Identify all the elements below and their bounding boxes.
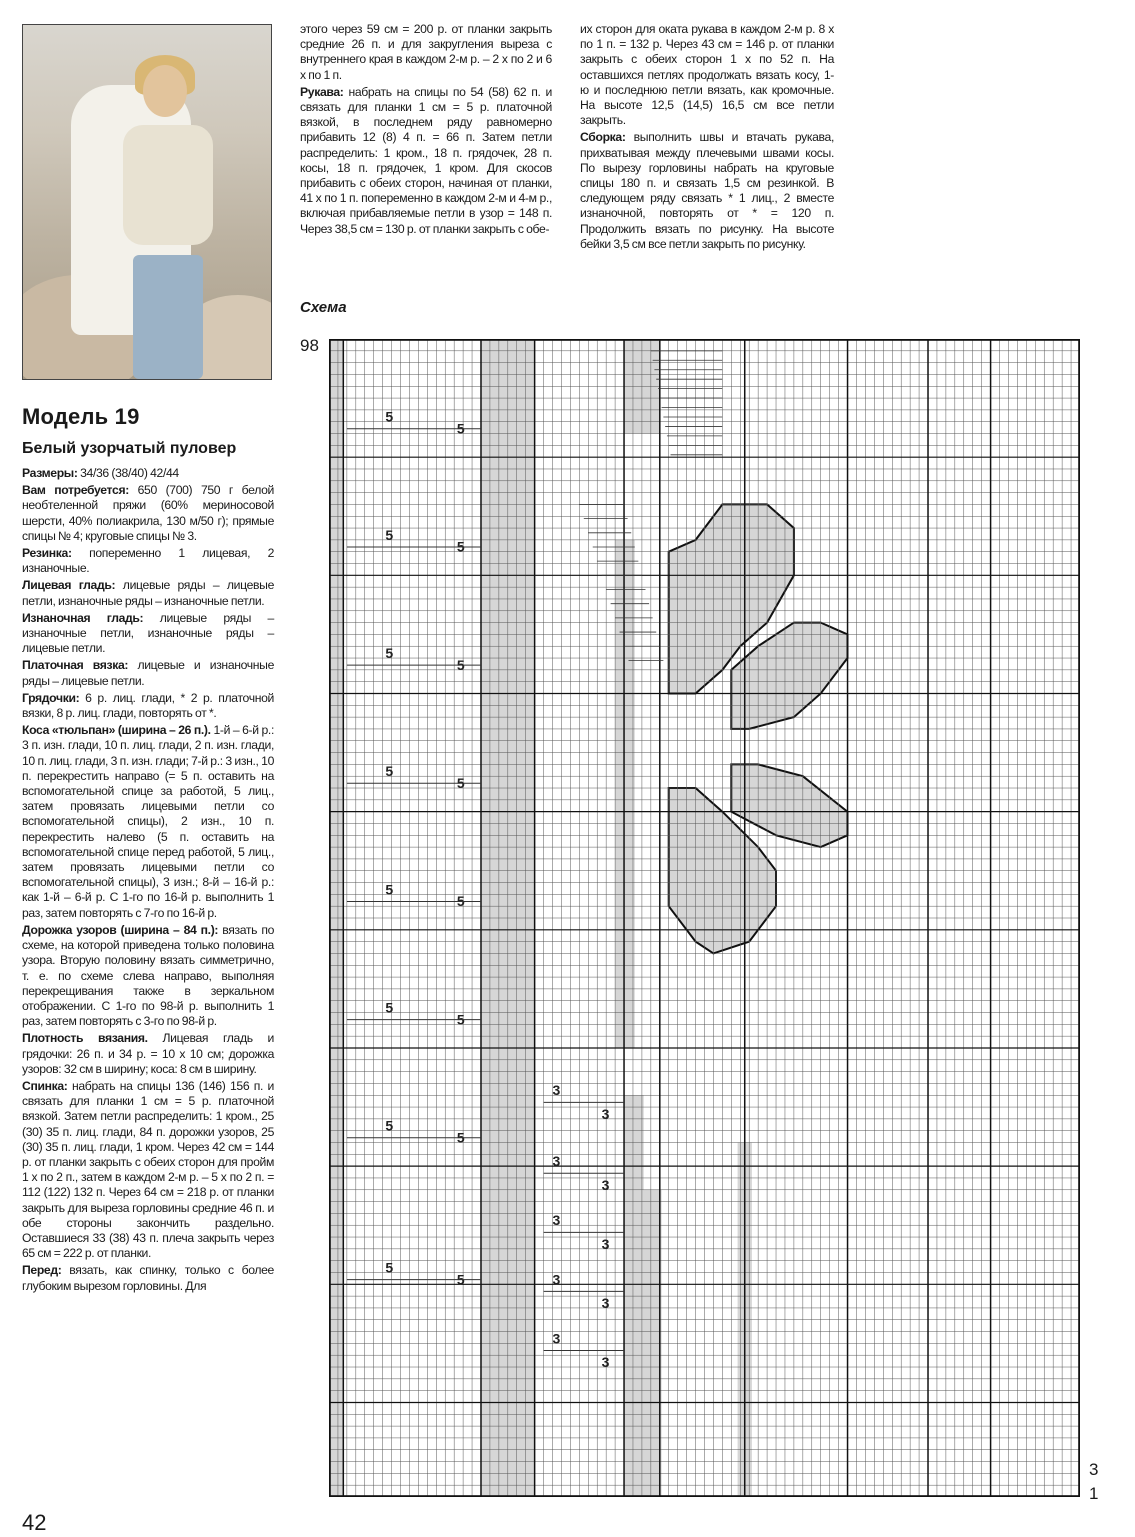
- instruction-paragraph: [22, 483, 274, 544]
- cable-label-5: 5: [456, 775, 465, 792]
- row-label-98: 98: [300, 336, 319, 355]
- paragraph-text: лицевые и изнаночные ряды – лицевые петли.: [22, 658, 275, 688]
- instruction-paragraph: [22, 578, 274, 608]
- paragraph-label: Перед:: [22, 1263, 62, 1278]
- model-subtitle: Белый узорчатый пуловер: [22, 440, 237, 457]
- paragraph-label: Лицевая гладь:: [22, 578, 116, 593]
- cable-label-5: 5: [456, 1129, 465, 1146]
- model-photo: [22, 24, 272, 380]
- cable-label-5: 5: [456, 1011, 465, 1028]
- paragraph-text: набрать на спицы по 54 (58) 62 п. и связать для планки 1 см = 5 р. платочной вязкой, в последнем ряду равномерно прибавить 12 (8) 4 п. = 66 п. Затем петли распределить: 1 кром., 18 п. грядочек, 28 п. косы, 18 п. грядочек, 1 кром. Для скосов прибавить с обеих сторон, начиная от планки, 41 х по 1 п. попеременно в каждом 2-м и 4-м р., включая прибавляемые петли в узор = 148 п. Через 38,5 см = 130 р. от планки закрыть с обе-: [300, 84, 552, 236]
- instructions-left-column: [22, 404, 274, 1296]
- paragraph-text: попеременно 1 лицевая, 2 изнаночные.: [22, 546, 274, 576]
- paragraph-label: Платочная вязка:: [22, 658, 129, 673]
- cable-label-5: 5: [456, 1271, 465, 1288]
- instruction-paragraph: [22, 1263, 274, 1293]
- instruction-paragraph: [22, 1031, 274, 1077]
- cable-label-5: 5: [385, 881, 394, 898]
- paragraph-text: выполнить швы и втачать рукава, прихватывая между плечевыми швами косы. По вырезу горловины набрать на круговые спицы 180 п. и связать 1,5 см резинкой. В следующем ряду связать * 1 лиц., 2 вместе изнаночной, повторять от * = 120 п. Продолжить вязать по рисунку. На высоте бейки 3,5 см все петли закрыть по рисунку.: [580, 130, 834, 251]
- paragraph-text: этого через 59 см = 200 р. от планки закрыть средние 26 п. и для закругления выреза с внутреннего края в каждом 2-м р. – 2 х по 2 и 6 х по 1 п.: [300, 22, 552, 82]
- cable-label-3: 3: [552, 1330, 561, 1347]
- instruction-paragraph: [22, 923, 274, 1029]
- cable-label-5: 5: [456, 538, 465, 555]
- paragraph-text: лицевые ряды – лицевые петли, изнаночные ряды – изнаночные петли.: [22, 578, 274, 608]
- cable-label-5: 5: [456, 656, 465, 673]
- paragraph-text: их сторон для оката рукава в каждом 2-м р. 8 х по 1 п. = 132 р. Через 43 см = 146 р. от планки закрыть с обеих сторон 1 х по 52 п. На оставшихся петлях продолжать вязать косу, 1-ю и последнюю петли вязать, как кромочные. На высоте 12,5 (14,5) 16,5 см все петли закрыть.: [580, 22, 834, 128]
- paragraph-label: Сборка:: [580, 130, 626, 145]
- instruction-paragraph: [22, 691, 274, 721]
- cable-label-5: 5: [456, 893, 465, 910]
- left-paragraphs: [22, 466, 274, 1294]
- instruction-paragraph: [22, 1079, 274, 1261]
- instruction-paragraph: [580, 22, 834, 128]
- cable-label-5: 5: [456, 420, 465, 437]
- instructions-right-column: [580, 22, 834, 254]
- middle-paragraphs: [300, 22, 552, 237]
- instruction-paragraph: [300, 22, 552, 83]
- paragraph-label: Грядочки:: [22, 690, 80, 705]
- cable-label-5: 5: [385, 408, 394, 425]
- instruction-paragraph: [22, 658, 274, 688]
- cable-label-3: 3: [552, 1082, 561, 1099]
- paragraph-text: 1-й – 6-й р.: 3 п. изн. глади, 10 п. лиц. глади, 2 п. изн. глади, 10 п. лиц. глади, 3 п. изн. глади; 7-й р.: 3 изн., 10 п. перекрестить направо (= 5 п. оставить на вспомогательной спице за работой, 5 лиц., затем провязать лицевыми петли со вспомогательной спицы), 2 изн., 10 п. перекрестить налево (5 п. оставить на вспомогательной спице перед работой, 5 лиц., затем провязать лицевыми петли со вспомогательной спицы), 3 изн.; 8-й – 16-й р.: как 1-й – 6-й р. С 1-го по 16-й р. выполнить 1 раз, затем повторять с 7-го по 16-й р.: [22, 723, 274, 920]
- cable-label-3: 3: [552, 1271, 561, 1288]
- paragraph-label: Резинка:: [22, 546, 72, 561]
- sweater-shape: [123, 125, 213, 245]
- cable-label-3: 3: [601, 1294, 610, 1311]
- instruction-paragraph: [22, 723, 274, 921]
- knitting-chart: [329, 339, 1080, 1497]
- paragraph-label: Размеры:: [22, 466, 78, 480]
- paragraph-text: вязать по схеме, на которой приведена только половина узора. Вторую половину вязать симметрично, т. е. по схеме слева направо, выполняя перекрещивания также в зеркальном отображении. С 1-го по 98-й р. выполнить 1 раз, затем повторять с 3-го по 98-й р.: [22, 922, 274, 1029]
- cable-label-5: 5: [385, 763, 394, 780]
- instruction-paragraph: [22, 546, 274, 576]
- chart-title: Схема: [300, 299, 347, 316]
- instruction-paragraph: [300, 85, 552, 237]
- instruction-paragraph: [22, 466, 274, 481]
- paragraph-label: Плотность вязания.: [22, 1031, 148, 1046]
- paragraph-label: Изнаночная гладь:: [22, 610, 144, 625]
- cable-label-3: 3: [552, 1212, 561, 1229]
- paragraph-label: Коса «тюльпан» (ширина – 26 п.).: [22, 723, 211, 738]
- cable-label-3: 3: [601, 1176, 610, 1193]
- instruction-paragraph: [22, 611, 274, 657]
- cable-label-5: 5: [385, 1259, 394, 1276]
- paragraph-label: Вам потребуется:: [22, 483, 129, 498]
- cable-label-3: 3: [552, 1153, 561, 1170]
- paragraph-text: лицевые ряды – изнаночные петли, изнаночные ряды – лицевые петли.: [22, 610, 274, 656]
- jeans-shape: [133, 255, 203, 379]
- cable-label-3: 3: [601, 1354, 610, 1371]
- row-label-3: 3: [1089, 1460, 1099, 1479]
- paragraph-text: 34/36 (38/40) 42/44: [77, 466, 179, 480]
- paragraph-text: набрать на спицы 136 (146) 156 п. и связать для планки 1 см = 5 р. платочной вязкой. Затем петли распределить: 1 кром., 25 (30) 35 п. лиц. глади, 84 п. дорожки узоров, 25 (30) 35 п. лиц. глади, 1 кром. Через 42 см = 144 р. от планки закрыть с обеих сторон для пройм 1 х по 2 п., затем в каждом 2-м р. – 5 х по 2 п. = 112 (122) 132 п. Через 64 см = 218 р. от планки закрыть для выреза горловины средние 46 п. и обе стороны закончить раздельно. Оставшиеся 33 (38) 43 п. плеча закрыть через 65 см = 222 р. от планки.: [22, 1078, 274, 1261]
- paragraph-text: 650 (700) 750 г белой необтеленной пряжи (60% мериносовой шерсти, 40% полиакрила, 130 м/50 г); прямые спицы № 4; круговые спицы № 3.: [22, 483, 274, 543]
- instructions-middle-column: [300, 22, 552, 239]
- cable-label-3: 3: [601, 1105, 610, 1122]
- cable-label-5: 5: [385, 645, 394, 662]
- paragraph-text: 6 р. лиц. глади, * 2 р. платочной вязки, 8 р. лиц. глади, повторять от *.: [22, 690, 274, 721]
- paragraph-text: Лицевая гладь и грядочки: 26 п. и 34 р. = 10 х 10 см; дорожка узоров: 32 см в ширину; коса: 8 см в ширину.: [22, 1031, 274, 1076]
- model-title: Модель 19: [22, 404, 140, 429]
- cable-label-3: 3: [601, 1235, 610, 1252]
- chart-svg: [329, 339, 1080, 1497]
- paragraph-label: Спинка:: [22, 1078, 68, 1093]
- cable-label-5: 5: [385, 999, 394, 1016]
- page-number: 42: [22, 1510, 47, 1535]
- row-label-1: 1: [1089, 1484, 1099, 1503]
- instruction-paragraph: [580, 130, 834, 252]
- right-paragraphs: [580, 22, 834, 252]
- paragraph-label: Рукава:: [300, 84, 344, 99]
- paragraph-label: Дорожка узоров (ширина – 84 п.):: [22, 922, 219, 937]
- cable-label-5: 5: [385, 1117, 394, 1134]
- paragraph-text: вязать, как спинку, только с более глубоким вырезом горловины. Для: [22, 1263, 274, 1293]
- head-shape: [143, 65, 187, 117]
- cable-label-5: 5: [385, 526, 394, 543]
- shaded-cable: [615, 540, 635, 1048]
